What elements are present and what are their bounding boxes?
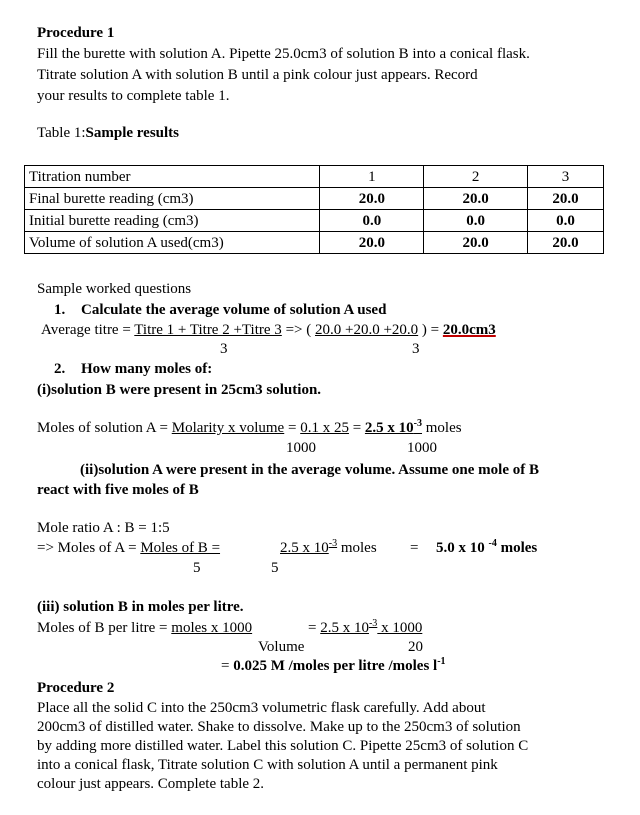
table-cell: 20.0 [528,232,604,254]
table-header-row [25,166,604,188]
table1-caption-prefix: Table 1: [37,125,86,141]
moles-of-a-prefix: => Moles of A = [37,540,141,556]
moles-of-a-value-unit: moles [337,540,377,556]
table-cell: 20.0 [528,188,604,210]
moles-of-a-result-exp: -4 [488,538,497,549]
moles-a-calc: 0.1 x 25 [300,420,349,436]
moles-a-equals: = [284,420,301,436]
per-litre-line [37,619,252,637]
average-titre-line [41,321,496,339]
procedure2-line-2: 200cm3 of distilled water. Shake to dissolve. Make up to the 250cm3 of solution [37,719,521,735]
per-litre-final-eq: = [221,658,234,674]
moles-of-a-value-exp: -3 [328,538,338,549]
moles-a-result [365,420,422,436]
table-row [25,188,604,210]
average-titre-lhs: Average titre = [41,322,135,338]
table-cell: 20.0 [320,188,424,210]
procedure2-heading: Procedure 2 [37,680,115,696]
table-cell: 20.0 [424,232,528,254]
question-2-number: 2. [54,361,66,377]
moles-of-a-fraction: Moles of B = [140,540,221,556]
table-cell: 2 [424,166,528,188]
table1-caption-title: Sample results [85,125,179,141]
question-2-part-i: (i)solution B were present in 25cm3 solution. [37,382,322,398]
per-litre-final-exp: -1 [437,656,446,667]
moles-a-calc-denominator: 1000 [407,440,437,456]
moles-of-a-result-unit: moles [496,540,538,556]
moles-a-label: Moles of solution A = [37,420,172,436]
moles-of-a-value [280,539,377,557]
table-cell-label: Initial burette reading (cm3) [25,210,320,232]
procedure1-heading: Procedure 1 [37,25,115,41]
table-cell: 0.0 [528,210,604,232]
average-titre-denominator: 3 [220,341,228,357]
per-litre-calc-eq: = [308,620,321,636]
per-litre-calc [308,619,422,637]
moles-of-a-result-base: 5.0 x 10 [436,540,489,556]
question-2-part-iii: (iii) solution B in moles per litre. [37,599,244,615]
moles-a-line [37,419,462,437]
table-row [25,210,604,232]
procedure2-line-3: by adding more distilled water. Label this solution C. Pipette 25cm3 of solution C [37,738,529,754]
procedure1-line-3: your results to complete table 1. [37,88,230,104]
moles-of-a-value-base: 2.5 x 10 [280,540,329,556]
average-titre-numerator: Titre 1 + Titre 2 +Titre 3 [134,322,282,338]
average-titre-sum-denominator: 3 [412,341,420,357]
table-row [25,232,604,254]
moles-of-a-result [436,539,537,557]
question-2-title: How many moles of: [81,361,213,377]
procedure2-line-4: into a conical flask, Titrate solution C with solution A until a permanent pink [37,757,498,773]
moles-a-unit: moles [422,420,462,436]
table-cell: 0.0 [320,210,424,232]
procedure1-line-2: Titrate solution A with solution B until a pink colour just appears. Record [37,67,478,83]
per-litre-calc-exp: -3 [368,618,378,629]
table-cell: 20.0 [424,188,528,210]
average-titre-arrow: => ( [281,322,315,338]
per-litre-calc-a: 2.5 x 10 [320,620,369,636]
table-cell: 1 [320,166,424,188]
question-1-title: Calculate the average volume of solution A used [81,302,387,318]
table-cell-label: Final burette reading (cm3) [25,188,320,210]
moles-of-a-line [37,539,220,557]
average-titre-result: 20.0cm3 [442,322,496,338]
procedure2-line-5: colour just appears. Complete table 2. [37,776,265,792]
mole-ratio: Mole ratio A : B = 1:5 [37,520,170,536]
worked-intro: Sample worked questions [37,281,192,297]
table-cell: 3 [528,166,604,188]
moles-of-a-value-denominator: 5 [271,560,279,576]
table1-caption [37,124,179,142]
moles-a-formula: Molarity x volume [171,420,285,436]
moles-of-a-equals: = [410,540,419,556]
per-litre-calc-b: x 1000 [377,620,423,636]
moles-a-result-exp: -3 [413,418,423,429]
per-litre-calc-denominator: 20 [408,639,423,655]
per-litre-denominator: Volume [258,639,305,655]
question-2-part-ii-line-1: (ii)solution A were present in the average volume. Assume one mole of B [80,462,539,478]
moles-a-denominator: 1000 [286,440,316,456]
per-litre-formula: moles x 1000 [171,620,253,636]
table-cell-label: Volume of solution A used(cm3) [25,232,320,254]
question-1-number: 1. [54,302,66,318]
table-cell: 20.0 [320,232,424,254]
average-titre-close: ) = [418,322,443,338]
moles-a-result-base: 2.5 x 10 [364,420,414,436]
per-litre-label: Moles of B per litre = [37,620,172,636]
moles-a-equals-2: = [348,420,365,436]
procedure1-line-1: Fill the burette with solution A. Pipette 25.0cm3 of solution B into a conical flask. [37,46,530,62]
per-litre-final [221,657,446,675]
per-litre-final-value: 0.025 M /moles per litre /moles l [233,658,438,674]
table-cell-label: Titration number [25,166,320,188]
average-titre-sum: 20.0 +20.0 +20.0 [314,322,419,338]
results-table [24,165,604,254]
procedure2-line-1: Place all the solid C into the 250cm3 volumetric flask carefully. Add about [37,700,486,716]
moles-of-a-denominator: 5 [193,560,201,576]
table-cell: 0.0 [424,210,528,232]
question-2-part-ii-line-2: react with five moles of B [37,482,199,498]
